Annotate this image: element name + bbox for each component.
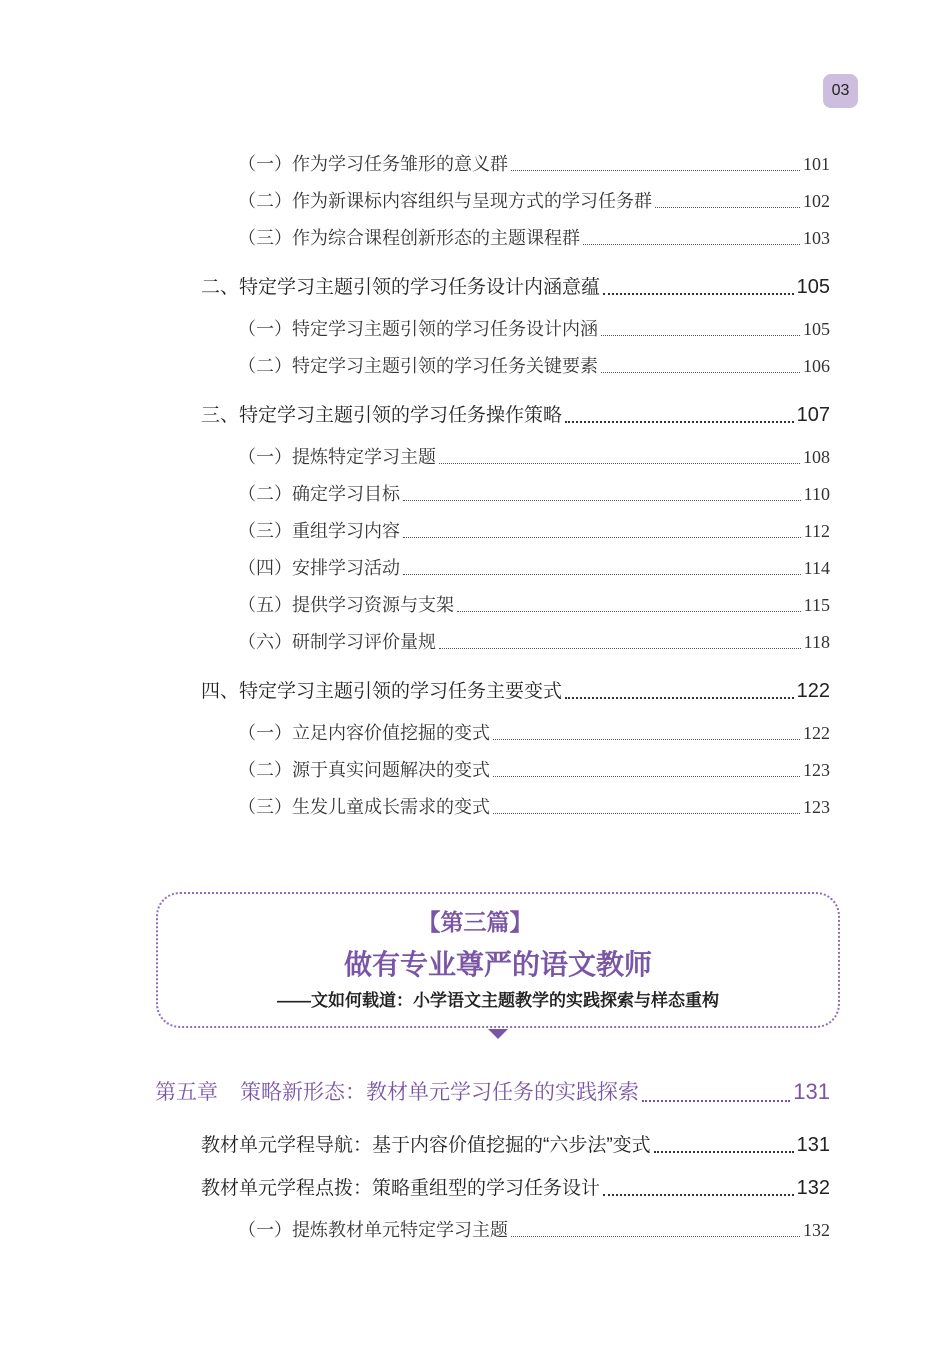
toc-entry-label: （一）作为学习任务雏形的意义群	[238, 154, 508, 175]
toc-entry[interactable]	[238, 517, 830, 543]
toc-section[interactable]	[201, 1130, 830, 1157]
toc-entry-page: 105	[803, 319, 830, 339]
toc-entry-label: （三）作为综合课程创新形态的主题课程群	[238, 228, 580, 249]
toc-entry-label: （一）特定学习主题引领的学习任务设计内涵	[238, 319, 598, 340]
toc-entry-label: （六）研制学习评价量规	[238, 632, 436, 653]
toc-entry[interactable]	[238, 187, 830, 213]
chapter-title: 策略新形态：教材单元学习任务的实践探索	[240, 1081, 639, 1104]
toc-entry-label: （一）立足内容价值挖掘的变式	[238, 723, 490, 744]
toc-entry-page: 102	[803, 191, 830, 211]
part-box-pointer	[488, 1029, 508, 1039]
dot-leader	[603, 1193, 794, 1196]
toc-entry[interactable]	[238, 480, 830, 506]
toc-section-page: 107	[796, 404, 830, 426]
toc-entry-label: （二）源于真实问题解决的变式	[238, 760, 490, 781]
dot-leader	[654, 1150, 794, 1153]
toc-entry-page: 115	[803, 595, 830, 615]
dot-leader	[439, 462, 800, 464]
part-label: 【第三篇】	[417, 909, 533, 935]
toc-entry-page: 114	[803, 558, 830, 578]
toc-entry-page: 123	[803, 797, 830, 817]
dot-leader	[655, 206, 800, 208]
toc-entry-page: 132	[803, 1220, 830, 1240]
toc-entry[interactable]	[238, 719, 830, 745]
toc-entry-page: 108	[803, 447, 830, 467]
dot-leader	[493, 812, 800, 814]
toc-section-page: 132	[796, 1177, 830, 1199]
toc-section[interactable]	[201, 676, 830, 703]
toc-entry[interactable]	[238, 756, 830, 782]
toc-section-label: 教材单元学程点拨：策略重组型的学习任务设计	[201, 1178, 601, 1199]
dot-leader	[565, 696, 794, 699]
toc-section-page: 131	[796, 1134, 830, 1156]
dot-leader	[511, 169, 800, 171]
dot-leader	[403, 499, 801, 501]
dot-leader	[603, 292, 794, 295]
toc-section-label: 三、特定学习主题引领的学习任务操作策略	[201, 405, 563, 426]
toc-entry-page: 122	[803, 723, 830, 743]
toc-entry[interactable]	[238, 591, 830, 617]
toc-entry-page: 106	[803, 356, 830, 376]
toc-section-label: 教材单元学程导航：基于内容价值挖掘的“六步法”变式	[201, 1135, 651, 1156]
toc-section-page: 122	[796, 680, 830, 702]
toc-entry[interactable]	[238, 315, 830, 341]
toc-entry-page: 112	[803, 521, 830, 541]
toc-entry-page: 103	[803, 228, 830, 248]
toc-chapter-page: 131	[793, 1079, 830, 1104]
toc-chapter[interactable]	[155, 1076, 830, 1106]
toc-entry[interactable]	[238, 224, 830, 250]
toc-section[interactable]	[201, 400, 830, 427]
dot-leader	[493, 738, 800, 740]
part-title: 做有专业尊严的语文教师	[343, 948, 652, 981]
toc-entry-label: （三）重组学习内容	[238, 521, 400, 542]
page-number-badge: 03	[823, 74, 858, 108]
toc-entry-label: （三）生发儿童成长需求的变式	[238, 797, 490, 818]
toc-section-label: 二、特定学习主题引领的学习任务设计内涵意蕴	[201, 277, 601, 298]
toc-entry[interactable]	[238, 793, 830, 819]
toc-section[interactable]	[201, 272, 830, 299]
toc-section-label: 四、特定学习主题引领的学习任务主要变式	[201, 681, 563, 702]
toc-entry-label: （二）特定学习主题引领的学习任务关键要素	[238, 356, 598, 377]
toc-entry-label: （二）确定学习目标	[238, 484, 400, 505]
toc-entry-page: 118	[803, 632, 830, 652]
toc-entry-label: （一）提炼教材单元特定学习主题	[238, 1220, 508, 1241]
dot-leader	[457, 610, 801, 612]
toc-entry[interactable]	[238, 352, 830, 378]
toc-entry-label: （二）作为新课标内容组织与呈现方式的学习任务群	[238, 191, 652, 212]
toc-section-page: 105	[796, 276, 830, 298]
toc-entry-page: 101	[803, 154, 830, 174]
toc-entry-label: （五）提供学习资源与支架	[238, 595, 454, 616]
toc-entry-page: 110	[803, 484, 830, 504]
dot-leader	[439, 647, 801, 649]
dot-leader	[403, 536, 801, 538]
toc-entry-label: （一）提炼特定学习主题	[238, 447, 436, 468]
chapter-number: 第五章	[155, 1081, 218, 1104]
dot-leader	[601, 371, 800, 373]
dot-leader	[511, 1235, 800, 1237]
toc-section[interactable]	[201, 1173, 830, 1200]
toc-entry[interactable]	[238, 628, 830, 654]
dot-leader	[403, 573, 801, 575]
toc-entry-label: （四）安排学习活动	[238, 558, 400, 579]
toc-entry[interactable]	[238, 1216, 830, 1242]
dot-leader	[583, 243, 800, 245]
toc-entry-page: 123	[803, 760, 830, 780]
part-subtitle: ——文如何载道：小学语文主题教学的实践探索与样态重构	[277, 991, 719, 1010]
dot-leader	[601, 334, 800, 336]
toc-entry[interactable]	[238, 150, 830, 176]
toc-entry[interactable]	[238, 554, 830, 580]
dot-leader	[493, 775, 800, 777]
dot-leader	[642, 1099, 790, 1102]
toc-entry[interactable]	[238, 443, 830, 469]
toc-chapter-label	[155, 1076, 639, 1106]
dot-leader	[565, 420, 794, 423]
